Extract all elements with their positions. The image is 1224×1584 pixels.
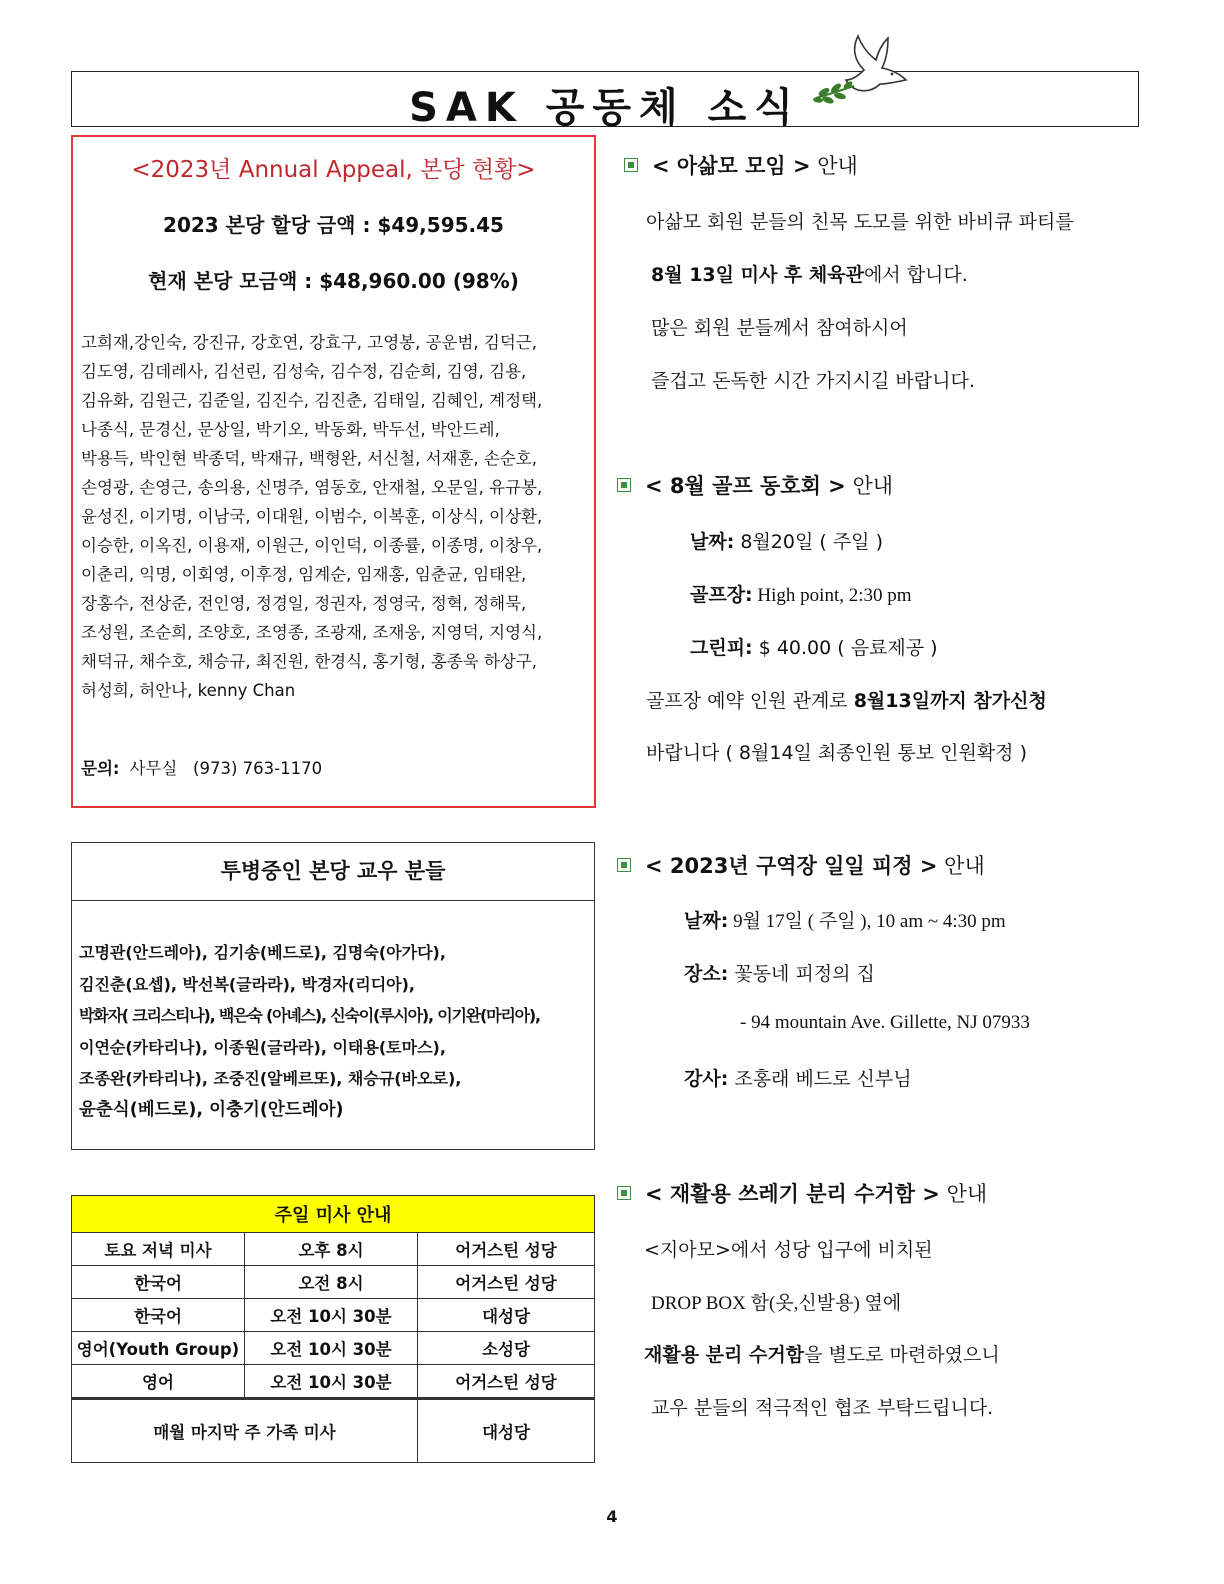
- mass-cell: 오전 10시 30분: [245, 1332, 418, 1365]
- recycling-line: <지아모>에서 성당 입구에 비치된: [644, 1239, 933, 1261]
- donor-line: 허성희, 허안나, kenny Chan: [81, 681, 296, 700]
- table-row: [72, 1365, 595, 1399]
- page-title: SAK 공동체 소식: [409, 85, 801, 131]
- recycling-rest: 을 별도로 마련하였으니: [804, 1344, 1000, 1366]
- square-bullet-icon: [617, 858, 631, 872]
- mass-table-title: 주일 미사 안내: [72, 1196, 595, 1233]
- retreat-speaker: [684, 1064, 912, 1091]
- retreat-place-label: 장소:: [684, 963, 729, 985]
- appeal-title: <2023년 Annual Appeal, 본당 현황>: [131, 157, 536, 183]
- mass-cell: 오전 10시 30분: [245, 1365, 418, 1399]
- retreat-speaker-label: 강사:: [684, 1068, 729, 1090]
- recycling-bold: 재활용 분리 수거함: [644, 1344, 805, 1366]
- donor-line: 고희재,강인숙, 강진규, 강호연, 강효구, 고영봉, 공운범, 김덕근,: [81, 333, 537, 352]
- section-heading-asalmo: [624, 150, 858, 180]
- sick-line: 박화자( 크리스티나), 백은숙 (아녜스), 신숙이(루시아), 이기완(마리아),: [79, 1006, 540, 1025]
- mass-cell: 영어: [72, 1365, 245, 1399]
- recycling-line: [644, 1340, 1000, 1367]
- golf-date-value: 8월20일 ( 주일 ): [734, 531, 883, 553]
- square-bullet-icon: [617, 1186, 631, 1200]
- contact-label: 문의:: [81, 759, 120, 778]
- mass-cell: 매월 마지막 주 가족 미사: [72, 1399, 418, 1463]
- contact-value: 사무실 (973) 763-1170: [129, 759, 323, 778]
- asalmo-line: 아삶모 회원 분들의 친목 도모를 위한 바비큐 파티를: [646, 211, 1074, 233]
- donor-line: 이춘리, 익명, 이회영, 이후정, 임계순, 임재홍, 임춘균, 임태완,: [81, 565, 527, 584]
- mass-cell: 영어(Youth Group): [72, 1332, 245, 1365]
- donor-names: [81, 328, 591, 705]
- donor-line: 김도영, 김데레사, 김선린, 김성숙, 김수정, 김순희, 김영, 김용,: [81, 362, 527, 381]
- golf-date: [690, 527, 883, 554]
- donor-line: 장홍수, 전상준, 전인영, 정경일, 정권자, 정영국, 정혁, 정해묵,: [81, 594, 527, 613]
- heading-bold: < 2023년 구역장 일일 피정 >: [645, 854, 938, 878]
- sick-line: 이연순(카타리나), 이종원(글라라), 이태용(토마스),: [79, 1037, 446, 1057]
- heading-rest: 안내: [937, 854, 985, 878]
- appeal-assigned-amount: 2023 본당 할당 금액 : $49,595.45: [163, 213, 504, 237]
- golf-line: 바랍니다 ( 8월14일 최종인원 통보 인원확정 ): [646, 742, 1027, 764]
- asalmo-bold: 8월 13일 미사 후 체육관: [651, 264, 864, 286]
- retreat-speaker-value: 조홍래 베드로 신부님: [728, 1068, 912, 1090]
- mass-cell: 어거스틴 성당: [418, 1266, 595, 1299]
- table-row: [72, 1399, 595, 1463]
- golf-date-label: 날짜:: [690, 531, 735, 553]
- section-heading-retreat: [617, 850, 985, 880]
- donor-line: 김유화, 김원근, 김준일, 김진수, 김진춘, 김태일, 김혜인, 계정택,: [81, 391, 543, 410]
- sick-line: 고명관(안드레아), 김기송(베드로), 김명숙(아가다),: [79, 943, 446, 962]
- golf-rest: 골프장 예약 인원 관계로: [646, 690, 854, 712]
- sick-list: [79, 937, 540, 1126]
- donor-line: 채덕규, 채수호, 채승규, 최진원, 한경식, 홍기형, 홍종욱 하상구,: [81, 652, 537, 671]
- heading-rest: 안내: [845, 474, 894, 498]
- mass-cell: 한국어: [72, 1299, 245, 1332]
- donor-line: 윤성진, 이기명, 이남국, 이대원, 이범수, 이복훈, 이상식, 이상환,: [81, 507, 543, 526]
- page-number: 4: [606, 1507, 618, 1526]
- heading-rest: 안내: [810, 154, 858, 178]
- newsletter-header: [71, 71, 1139, 131]
- mass-cell: 어거스틴 성당: [418, 1233, 595, 1266]
- heading-bold: < 아삶모 모임 >: [652, 154, 811, 178]
- mass-cell: 대성당: [418, 1399, 595, 1463]
- mass-cell: 어거스틴 성당: [418, 1365, 595, 1399]
- sick-line: 조종완(카타리나), 조중진(알베르또), 채승규(바오로),: [79, 1069, 462, 1088]
- mass-schedule-table: [71, 1195, 595, 1463]
- golf-course-label: 골프장:: [690, 584, 753, 606]
- golf-fee-value: $ 40.00 ( 음료제공 ): [752, 637, 938, 659]
- table-row: [72, 1332, 595, 1365]
- sick-line: 김진춘(요셉), 박선복(글라라), 박경자(리디아),: [79, 974, 416, 994]
- donor-line: 나종식, 문경신, 문상일, 박기오, 박동화, 박두선, 박안드레,: [81, 420, 500, 439]
- retreat-date: [684, 906, 1006, 933]
- heading-bold: < 8월 골프 동호회 >: [645, 474, 846, 498]
- donor-line: 손영광, 손영근, 송의용, 신명주, 염동호, 안재철, 오문일, 유규봉,: [81, 478, 543, 497]
- mass-cell: 오전 8시: [245, 1266, 418, 1299]
- recycling-line: 교우 분들의 적극적인 협조 부탁드립니다.: [651, 1397, 994, 1419]
- dove-icon: [806, 30, 916, 110]
- table-row: [72, 1233, 595, 1266]
- square-bullet-icon: [624, 158, 638, 172]
- sick-title: 투병중인 본당 교우 분들: [72, 843, 594, 901]
- sick-parishioners-box: [71, 842, 595, 1150]
- retreat-date-label: 날짜:: [684, 910, 729, 932]
- heading-rest: 안내: [939, 1182, 988, 1206]
- mass-cell: 토요 저녁 미사: [72, 1233, 245, 1266]
- retreat-place: [684, 959, 875, 986]
- mass-cell: 오후 8시: [245, 1233, 418, 1266]
- recycling-line: DROP BOX 함(옷,신발용) 옆에: [651, 1293, 902, 1314]
- golf-line: [646, 686, 1047, 713]
- golf-course-value: High point, 2:30 pm: [752, 585, 912, 606]
- table-row: [72, 1299, 595, 1332]
- section-heading-recycling: [617, 1178, 987, 1208]
- table-row: [72, 1266, 595, 1299]
- golf-fee-label: 그린피:: [690, 637, 753, 659]
- golf-course: [690, 580, 912, 607]
- asalmo-rest: 에서 합니다.: [863, 264, 968, 286]
- retreat-date-value: 9월 17일 ( 주일 ), 10 am ~ 4:30 pm: [728, 911, 1006, 932]
- golf-fee: [690, 633, 938, 660]
- donor-line: 박용득, 박인현 박종덕, 박재규, 백형완, 서신철, 서재훈, 손순호,: [81, 449, 537, 468]
- asalmo-line: 즐겁고 돈독한 시간 가지시길 바랍니다.: [651, 370, 975, 392]
- sick-line: 윤춘식(베드로), 이충기(안드레아): [79, 1099, 344, 1120]
- mass-cell: 소성당: [418, 1332, 595, 1365]
- appeal-current-amount: 현재 본당 모금액 : $48,960.00 (98%): [148, 269, 519, 293]
- mass-cell: 한국어: [72, 1266, 245, 1299]
- annual-appeal-box: [71, 135, 596, 808]
- square-bullet-icon: [617, 478, 631, 492]
- appeal-contact: [81, 755, 322, 779]
- donor-line: 이승한, 이옥진, 이용재, 이원근, 이인덕, 이종률, 이종명, 이창우,: [81, 536, 543, 555]
- asalmo-line: [651, 260, 968, 287]
- asalmo-line: 많은 회원 분들께서 참여하시어: [651, 317, 908, 339]
- mass-cell: 대성당: [418, 1299, 595, 1332]
- golf-bold: 8월13일까지 참가신청: [853, 690, 1047, 712]
- section-heading-golf: [617, 470, 893, 500]
- retreat-address: - 94 mountain Ave. Gillette, NJ 07933: [740, 1012, 1030, 1033]
- donor-line: 조성원, 조순희, 조양호, 조영종, 조광재, 조재웅, 지영덕, 지영식,: [81, 623, 543, 642]
- mass-cell: 오전 10시 30분: [245, 1299, 418, 1332]
- retreat-place-value: 꽃동네 피정의 집: [728, 963, 875, 985]
- heading-bold: < 재활용 쓰레기 분리 수거함 >: [645, 1182, 940, 1206]
